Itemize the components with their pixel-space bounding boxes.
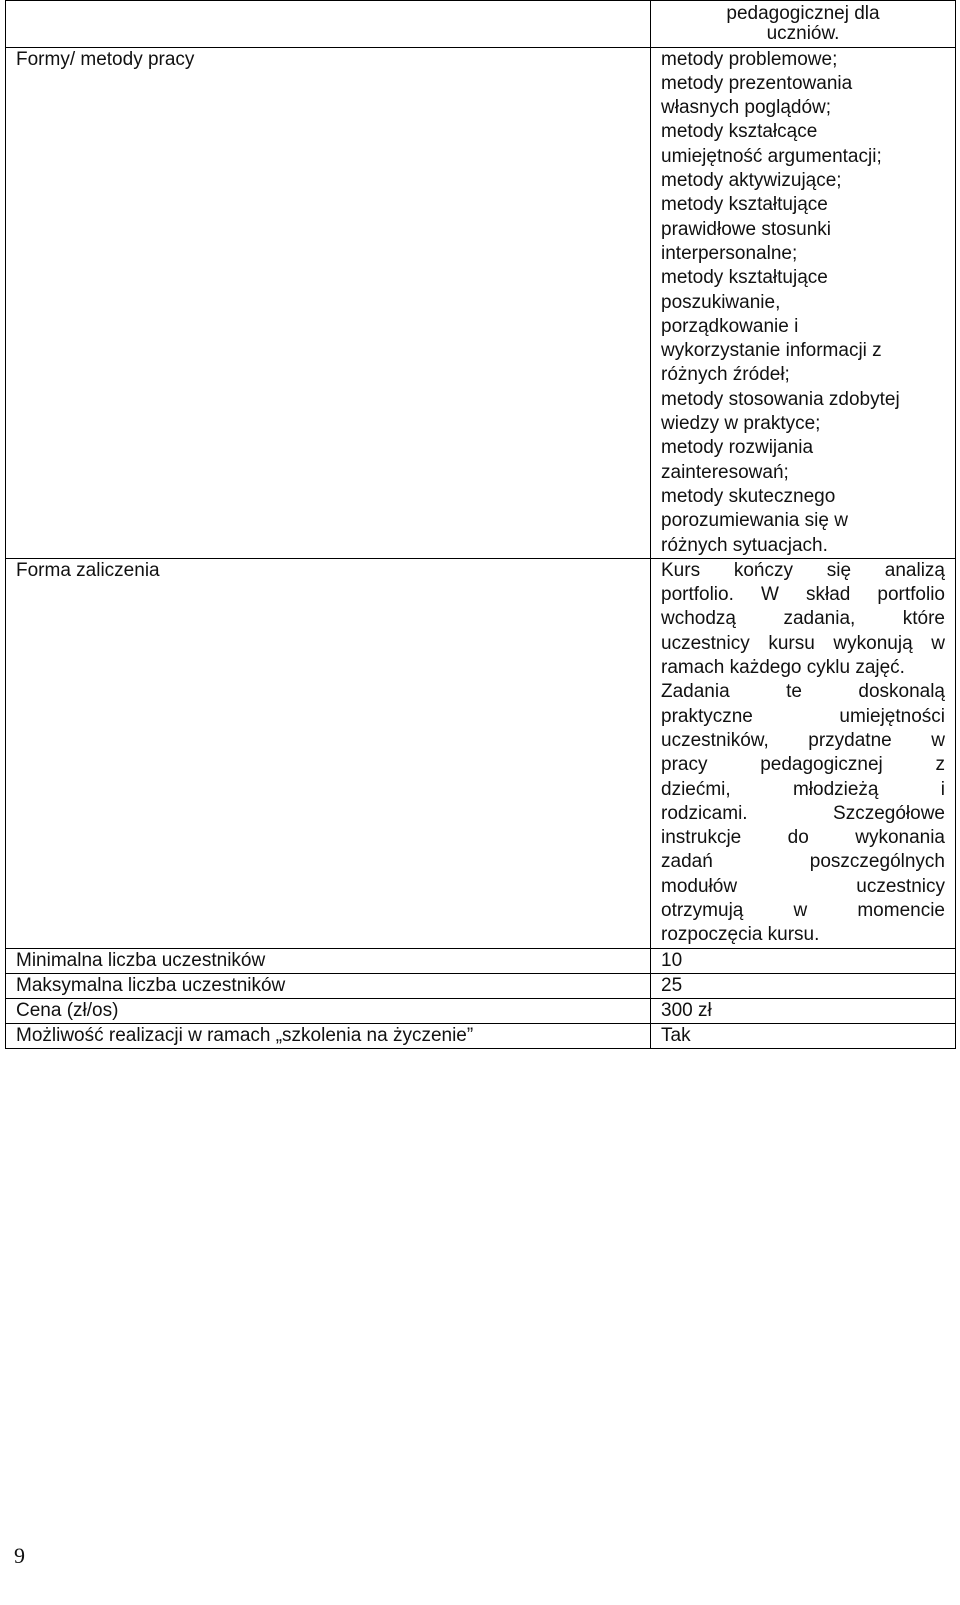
assessment-line: modułów uczestnicy xyxy=(661,875,945,897)
methods-line: metody rozwijania xyxy=(661,437,814,459)
label-cell-min-participants xyxy=(6,948,651,973)
price-label: Cena (zł/os) xyxy=(16,999,119,1021)
assessment-line: Zadania te doskonalą xyxy=(661,681,945,703)
methods-line: różnych sytuacjach. xyxy=(661,534,828,556)
value-cell-assessment xyxy=(651,558,956,948)
assessment-line: uczestników, przydatne w xyxy=(661,729,945,751)
methods-line: metody problemowe; xyxy=(661,48,838,70)
value-cell-methods xyxy=(651,47,956,558)
methods-line: porozumiewania się w xyxy=(661,510,848,532)
label-cell-assessment xyxy=(6,558,651,948)
page-number: 9 xyxy=(14,1543,25,1568)
price-value: 300 zł xyxy=(661,999,712,1021)
value-cell-max-participants xyxy=(651,973,956,998)
table-row-max-participants xyxy=(6,973,956,998)
assessment-line: ramach każdego cyklu zajęć. xyxy=(661,657,905,679)
methods-line: metody kształcące xyxy=(661,121,818,143)
methods-line: wiedzy w praktyce; xyxy=(661,413,821,435)
assessment-line: uczestnicy kursu wykonują w xyxy=(661,632,945,654)
label-cell-methods xyxy=(6,47,651,558)
on-demand-value: Tak xyxy=(661,1024,691,1046)
max-participants-label: Maksymalna liczba uczestników xyxy=(16,974,286,996)
min-participants-value: 10 xyxy=(661,949,683,971)
methods-label: Formy/ metody pracy xyxy=(16,48,195,70)
table-row-assessment xyxy=(6,558,956,948)
assessment-line: zadań poszczególnych xyxy=(661,851,945,873)
methods-line: własnych poglądów; xyxy=(661,97,832,119)
value-cell-min-participants xyxy=(651,948,956,973)
assessment-line: pracy pedagogicznej z xyxy=(661,754,945,776)
methods-line: poszukiwanie, xyxy=(661,291,781,313)
methods-line: wykorzystanie informacji z xyxy=(661,340,882,362)
methods-line: porządkowanie i xyxy=(661,315,799,337)
table-row-price xyxy=(6,998,956,1023)
methods-line: prawidłowe stosunki xyxy=(661,218,832,240)
methods-line: metody prezentowania xyxy=(661,72,853,94)
value-cell-price xyxy=(651,998,956,1023)
value-cell-on-demand xyxy=(651,1023,956,1048)
assessment-line: instrukcje do wykonania xyxy=(661,827,945,849)
min-participants-label: Minimalna liczba uczestników xyxy=(16,949,266,971)
value-cell-continuation xyxy=(651,1,956,48)
assessment-line: portfolio. W skład portfolio xyxy=(661,584,945,606)
assessment-line: rozpoczęcia kursu. xyxy=(661,924,820,946)
table-row-min-participants xyxy=(6,948,956,973)
table-row-continuation xyxy=(6,1,956,48)
assessment-line: rodzicami. Szczegółowe xyxy=(661,802,945,824)
assessment-line: wchodzą zadania, które xyxy=(661,608,945,630)
methods-line: metody aktywizujące; xyxy=(661,170,842,192)
assessment-label: Forma zaliczenia xyxy=(16,559,160,581)
course-info-table xyxy=(5,0,956,1049)
label-cell-max-participants xyxy=(6,973,651,998)
table-row-on-demand xyxy=(6,1023,956,1048)
methods-line: interpersonalne; xyxy=(661,242,798,264)
label-cell-empty xyxy=(6,1,651,48)
assessment-line: Kurs kończy się analizą xyxy=(661,559,945,581)
methods-line: metody stosowania zdobytej xyxy=(661,388,900,410)
assessment-line: otrzymują w momencie xyxy=(661,899,945,921)
assessment-line: praktyczne umiejętności xyxy=(661,705,945,727)
assessment-line: dziećmi, młodzieżą i xyxy=(661,778,945,800)
label-cell-price xyxy=(6,998,651,1023)
continuation-line: pedagogicznej dla xyxy=(726,3,880,24)
methods-line: zainteresowań; xyxy=(661,461,789,483)
methods-line: metody kształtujące xyxy=(661,194,828,216)
methods-line: różnych źródeł; xyxy=(661,364,790,386)
max-participants-value: 25 xyxy=(661,974,683,996)
methods-line: metody skutecznego xyxy=(661,485,836,507)
continuation-line: uczniów. xyxy=(766,23,840,45)
label-cell-on-demand xyxy=(6,1023,651,1048)
methods-line: umiejętność argumentacji; xyxy=(661,145,882,167)
on-demand-label: Możliwość realizacji w ramach „szkolenia na życzenie” xyxy=(16,1024,474,1046)
methods-line: metody kształtujące xyxy=(661,267,828,289)
table-row-methods xyxy=(6,47,956,558)
